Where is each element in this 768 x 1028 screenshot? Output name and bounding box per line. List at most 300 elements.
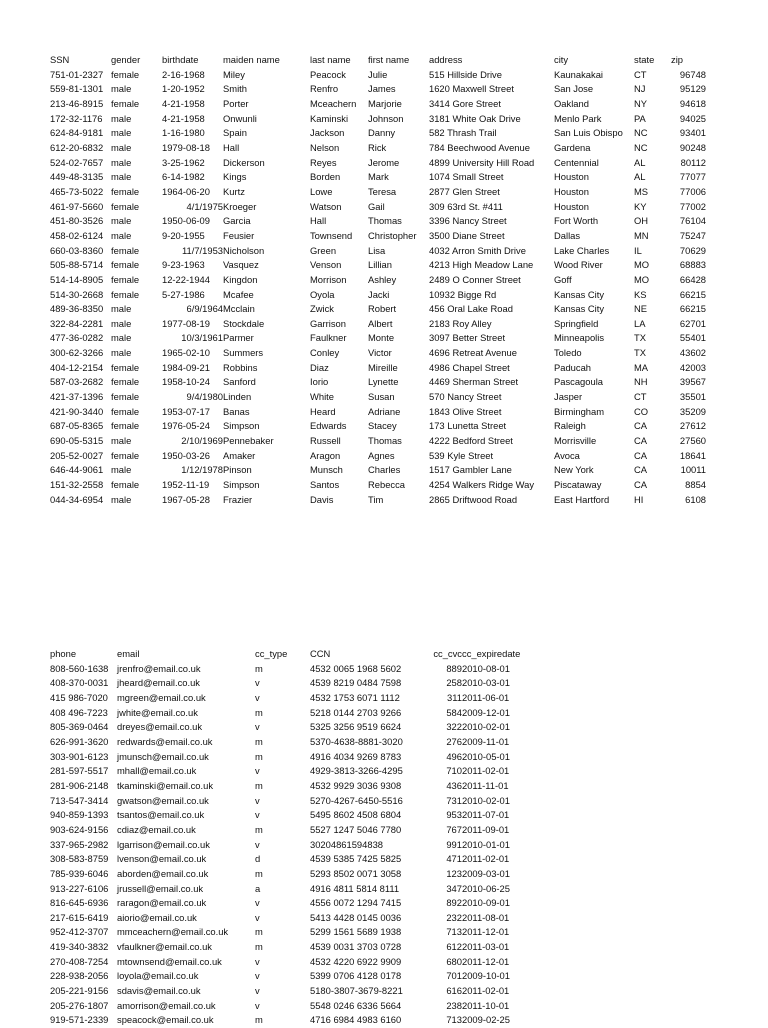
payment-cell: 5180-3807-3679-8221 [310, 985, 403, 997]
customer-cell: 4222 Bedford Street [429, 435, 513, 447]
customer-cell: Faulkner [310, 332, 347, 344]
payment-cell: 701 [446, 970, 462, 982]
payment-cell: 5527 1247 5046 7780 [310, 823, 402, 835]
customer-cell: Mcclain [223, 303, 255, 315]
customer-cell: 2183 Roy Alley [429, 317, 492, 329]
payment-cell: 2009-03-01 [462, 867, 510, 879]
customer-cell: 4213 High Meadow Lane [429, 259, 534, 271]
payment-cell: 2010-09-01 [462, 897, 510, 909]
customer-header-cell: city [554, 54, 569, 65]
customer-cell: male [111, 229, 132, 241]
payment-header-cell: phone [50, 648, 77, 659]
payment-cell: v [255, 970, 260, 982]
customer-cell: 66215 [679, 288, 706, 300]
customer-cell: 514-30-2668 [50, 288, 104, 300]
customer-cell: Birmingham [554, 405, 605, 417]
customer-cell: 55401 [679, 332, 706, 344]
table-row [50, 940, 524, 955]
customer-cell: 461-97-5660 [50, 200, 104, 212]
payment-cell: 2011-08-01 [462, 911, 510, 923]
customer-cell: Amaker [223, 449, 256, 461]
customer-cell: 172-32-1176 [50, 112, 103, 124]
customer-cell: 39567 [679, 376, 706, 388]
customer-cell: female [111, 361, 140, 373]
table-row [50, 662, 524, 677]
payment-cell: 347 [446, 882, 462, 894]
table-row [50, 434, 706, 449]
payment-cell: 2009-12-01 [462, 706, 510, 718]
customer-cell: female [111, 288, 140, 300]
customer-cell: 4899 University Hill Road [429, 156, 535, 168]
table-row [50, 361, 706, 376]
customer-cell: Watson [310, 200, 342, 212]
customer-cell: Borden [310, 171, 341, 183]
payment-cell: 584 [446, 706, 462, 718]
customer-cell: Banas [223, 405, 250, 417]
customer-cell: 1984-09-21 [162, 361, 210, 373]
table-row [50, 97, 706, 112]
customer-cell: 6108 [685, 493, 706, 505]
payment-table-header [50, 647, 524, 662]
payment-cell: 2010-08-01 [462, 662, 510, 674]
customer-header-cell: first name [368, 54, 410, 65]
payment-cell: 123 [446, 867, 462, 879]
payment-cell: 4532 4220 6922 9909 [310, 955, 402, 967]
customer-cell: female [111, 200, 140, 212]
table-row [50, 925, 524, 940]
payment-cell: 2011-10-01 [462, 999, 510, 1011]
customer-cell: 421-90-3440 [50, 405, 104, 417]
payment-cell: 4556 0072 1294 7415 [310, 897, 402, 909]
customer-cell: 3097 Better Street [429, 332, 506, 344]
customer-cell: San Luis Obispo [554, 127, 623, 139]
payment-cell: v [255, 897, 260, 909]
customer-cell: 690-05-5315 [50, 435, 104, 447]
table-row [50, 126, 706, 141]
customer-cell: 1-16-1980 [162, 127, 205, 139]
customer-cell: Santos [310, 479, 340, 491]
customer-cell: Spain [223, 127, 247, 139]
customer-cell: Diaz [310, 361, 329, 373]
customer-cell: 1952-11-19 [162, 479, 210, 491]
customer-cell: TX [634, 347, 646, 359]
table-row [50, 735, 524, 750]
payment-cell: 808-560-1638 [50, 662, 109, 674]
payment-cell: m [255, 926, 263, 938]
payment-cell: 4539 5385 7425 5825 [310, 853, 402, 865]
table-row [50, 185, 706, 200]
customer-cell: 1964-06-20 [162, 185, 210, 197]
customer-cell: male [111, 112, 132, 124]
payment-cell: 308-583-8759 [50, 853, 109, 865]
payment-cell: 5370-4638-8881-3020 [310, 735, 403, 747]
customer-cell: 151-32-2558 [50, 479, 104, 491]
customer-cell: 11/7/1953 [181, 244, 223, 256]
payment-header-cell: email [117, 648, 140, 659]
payment-cell: 731 [446, 794, 462, 806]
customer-cell: Kaminski [310, 112, 349, 124]
customer-cell: CA [634, 420, 648, 432]
table-row [50, 955, 524, 970]
customer-cell: male [111, 215, 132, 227]
customer-cell: 1620 Maxwell Street [429, 83, 514, 95]
payment-cell: 4916 4034 9269 8783 [310, 750, 402, 762]
customer-cell: 18641 [679, 449, 706, 461]
payment-cell: 471 [446, 853, 462, 865]
customer-cell: Simpson [223, 479, 260, 491]
customer-cell: 62701 [679, 317, 706, 329]
payment-cell: m [255, 662, 263, 674]
payment-cell: 2010-01-01 [462, 838, 510, 850]
customer-cell: 4469 Sherman Street [429, 376, 519, 388]
customer-cell: Mcafee [223, 288, 254, 300]
customer-cell: male [111, 493, 132, 505]
payment-cell: 419-340-3832 [50, 941, 109, 953]
payment-cell: 436 [446, 779, 462, 791]
customer-cell: Mark [368, 171, 389, 183]
customer-cell: female [111, 420, 140, 432]
payment-cell: 612 [446, 941, 462, 953]
customer-cell: 582 Thrash Trail [429, 127, 497, 139]
customer-cell: Zwick [310, 303, 334, 315]
table-row [50, 405, 706, 420]
payment-cell: 4716 6984 4983 6160 [310, 1014, 402, 1026]
customer-cell: Lake Charles [554, 244, 610, 256]
customer-cell: 35209 [679, 405, 706, 417]
customer-cell: Smith [223, 83, 247, 95]
payment-cell: 816-645-6936 [50, 897, 109, 909]
customer-cell: Oakland [554, 97, 589, 109]
table-row [50, 764, 524, 779]
customer-cell: Teresa [368, 185, 397, 197]
payment-cell: cdiaz@email.co.uk [117, 823, 196, 835]
table-row [50, 258, 706, 273]
customer-cell: 76104 [679, 215, 706, 227]
payment-cell: 337-965-2982 [50, 838, 109, 850]
customer-cell: 309 63rd St. #411 [429, 200, 503, 212]
table-row [50, 273, 706, 288]
table-row [50, 867, 524, 882]
customer-cell: 10011 [680, 464, 706, 476]
payment-cell: 2010-02-01 [462, 721, 510, 733]
customer-cell: 77077 [679, 171, 706, 183]
payment-cell: 2011-12-01 [462, 926, 510, 938]
customer-cell: Wood River [554, 259, 603, 271]
customer-cell: Vasquez [223, 259, 259, 271]
table-row [50, 676, 524, 691]
payment-cell: 2011-02-01 [462, 985, 510, 997]
customer-cell: Oyola [310, 288, 335, 300]
customer-cell: male [111, 464, 132, 476]
table-row [50, 896, 524, 911]
customer-cell: 95129 [679, 83, 706, 95]
payment-cell: 785-939-6046 [50, 867, 109, 879]
customer-cell: James [368, 83, 396, 95]
customer-cell: Robert [368, 303, 397, 315]
customer-cell: 70629 [679, 244, 706, 256]
table-row [50, 852, 524, 867]
customer-cell: male [111, 303, 132, 315]
customer-cell: LA [634, 317, 646, 329]
customer-cell: Lisa [368, 244, 386, 256]
customer-cell: male [111, 127, 132, 139]
table-row [50, 112, 706, 127]
table-row [50, 449, 706, 464]
customer-cell: male [111, 141, 132, 153]
customer-cell: 4/1/1975 [186, 200, 223, 212]
customer-cell: Nelson [310, 141, 340, 153]
customer-cell: Venson [310, 259, 342, 271]
customer-cell: 624-84-9181 [50, 127, 104, 139]
customer-cell: Houston [554, 200, 589, 212]
customer-cell: 784 Beechwood Avenue [429, 141, 530, 153]
table-row [50, 346, 706, 361]
payment-cell: v [255, 677, 260, 689]
payment-cell: 892 [446, 897, 462, 909]
customer-cell: Russell [310, 435, 341, 447]
customer-cell: CA [634, 464, 648, 476]
payment-cell: m [255, 1014, 263, 1026]
customer-cell: OH [634, 215, 649, 227]
table-row [50, 317, 706, 332]
payment-cell: m [255, 779, 263, 791]
customer-cell: 90248 [679, 141, 706, 153]
customer-cell: Rick [368, 141, 387, 153]
payment-cell: 2009-10-01 [462, 970, 510, 982]
customer-cell: Gail [368, 200, 385, 212]
customer-cell: MS [634, 185, 649, 197]
customer-cell: Toledo [554, 347, 582, 359]
customer-cell: 4254 Walkers Ridge Way [429, 479, 535, 491]
table-row [50, 288, 706, 303]
customer-cell: 9-20-1955 [162, 229, 205, 241]
customer-cell: 2865 Driftwood Road [429, 493, 518, 505]
customer-header-cell: SSN [50, 54, 70, 65]
payment-cell: 30204861594838 [310, 838, 383, 850]
payment-cell: aborden@email.co.uk [117, 867, 209, 879]
customer-cell: Centennial [554, 156, 599, 168]
payment-cell: amorrison@email.co.uk [117, 999, 216, 1011]
customer-cell: 12-22-1944 [162, 273, 210, 285]
customer-cell: White [310, 391, 334, 403]
customer-cell: Goff [554, 273, 572, 285]
customer-cell: 77002 [679, 200, 706, 212]
customer-cell: Kroeger [223, 200, 257, 212]
customer-cell: Marjorie [368, 97, 402, 109]
table-row [50, 999, 524, 1014]
customer-cell: Morrisville [554, 435, 597, 447]
payment-cell: m [255, 823, 263, 835]
payment-header-cell: cc_type [255, 648, 288, 659]
customer-cell: Reyes [310, 156, 337, 168]
table-row [50, 478, 706, 493]
customer-cell: Albert [368, 317, 393, 329]
payment-cell: 5548 0246 6336 5664 [310, 999, 402, 1011]
payment-cell: redwards@email.co.uk [117, 735, 213, 747]
payment-cell: loyola@email.co.uk [117, 970, 199, 982]
payment-cell: 2011-03-01 [462, 941, 510, 953]
payment-cell: v [255, 721, 260, 733]
customer-cell: 4696 Retreat Avenue [429, 347, 517, 359]
customer-cell: 3181 White Oak Drive [429, 112, 521, 124]
customer-cell: Garcia [223, 215, 251, 227]
customer-cell: 300-62-3266 [50, 347, 104, 359]
customer-cell: 570 Nancy Street [429, 391, 502, 403]
customer-table [50, 53, 706, 507]
payment-cell: 408-370-0031 [50, 677, 109, 689]
customer-cell: Houston [554, 185, 589, 197]
payment-cell: mhall@email.co.uk [117, 765, 197, 777]
payment-cell: v [255, 809, 260, 821]
payment-cell: 952-412-3707 [50, 926, 109, 938]
payment-cell: 496 [446, 750, 462, 762]
customer-cell: 1950-06-09 [162, 215, 210, 227]
customer-cell: Frazier [223, 493, 253, 505]
payment-cell: 2009-11-01 [462, 735, 510, 747]
table-row [50, 838, 524, 853]
customer-cell: Lowe [310, 185, 333, 197]
customer-cell: Heard [310, 405, 336, 417]
customer-cell: Minneapolis [554, 332, 605, 344]
customer-cell: Munsch [310, 464, 343, 476]
customer-cell: 9/4/1980 [186, 391, 223, 403]
customer-cell: Porter [223, 97, 249, 109]
customer-cell: Pascagoula [554, 376, 603, 388]
customer-cell: Thomas [368, 215, 402, 227]
customer-cell: 9-23-1963 [162, 259, 205, 271]
customer-cell: Ashley [368, 273, 397, 285]
customer-cell: 404-12-2154 [50, 361, 104, 373]
customer-cell: 458-02-6124 [50, 229, 104, 241]
customer-cell: Parmer [223, 332, 254, 344]
customer-cell: 3-25-1962 [162, 156, 205, 168]
customer-cell: 2-16-1968 [162, 68, 205, 80]
payment-cell: m [255, 750, 263, 762]
customer-cell: NH [634, 376, 648, 388]
customer-cell: female [111, 479, 140, 491]
payment-cell: 228-938-2056 [50, 970, 109, 982]
payment-cell: 5325 3256 9519 6624 [310, 721, 402, 733]
table-row [50, 808, 524, 823]
payment-table [50, 647, 524, 1028]
customer-cell: CT [634, 68, 647, 80]
payment-cell: 2010-05-01 [462, 750, 510, 762]
customer-cell: 6-14-1982 [162, 171, 205, 183]
table-row [50, 141, 706, 156]
customer-cell: 322-84-2281 [50, 317, 104, 329]
table-row [50, 156, 706, 171]
payment-cell: lvenson@email.co.uk [117, 853, 207, 865]
payment-cell: 713-547-3414 [50, 794, 109, 806]
table-row [50, 794, 524, 809]
customer-cell: NC [634, 141, 648, 153]
payment-cell: 2011-07-01 [462, 809, 510, 821]
payment-cell: vfaulkner@email.co.uk [117, 941, 212, 953]
customer-cell: AL [634, 156, 646, 168]
payment-cell: dreyes@email.co.uk [117, 721, 203, 733]
customer-cell: Christopher [368, 229, 417, 241]
customer-cell: 524-02-7657 [50, 156, 104, 168]
customer-cell: 3414 Gore Street [429, 97, 501, 109]
payment-cell: 889 [446, 662, 462, 674]
customer-cell: 3500 Diane Street [429, 229, 505, 241]
customer-cell: MO [634, 273, 650, 285]
payment-cell: 4916 4811 5814 8111 [310, 882, 400, 894]
customer-cell: 1-20-1952 [162, 83, 205, 95]
customer-cell: female [111, 391, 140, 403]
customer-cell: 451-80-3526 [50, 215, 104, 227]
customer-cell: 489-36-8350 [50, 303, 104, 315]
customer-cell: Tim [368, 493, 384, 505]
payment-cell: lgarrison@email.co.uk [117, 838, 210, 850]
table-row [50, 244, 706, 259]
customer-cell: 205-52-0027 [50, 449, 104, 461]
customer-cell: 8854 [685, 479, 706, 491]
payment-cell: 953 [446, 809, 462, 821]
customer-cell: Sanford [223, 376, 256, 388]
payment-cell: 5270-4267-6450-5516 [310, 794, 403, 806]
payment-cell: 205-221-9156 [50, 985, 109, 997]
customer-cell: Kurtz [223, 185, 245, 197]
payment-cell: jmunsch@email.co.uk [117, 750, 209, 762]
customer-cell: 505-88-5714 [50, 259, 104, 271]
payment-cell: 276 [446, 735, 462, 747]
payment-cell: 4539 0031 3703 0728 [310, 941, 402, 953]
customer-cell: 173 Lunetta Street [429, 420, 507, 432]
customer-cell: 10/3/1961 [181, 332, 223, 344]
customer-cell: MA [634, 361, 649, 373]
customer-cell: Garrison [310, 317, 346, 329]
payment-cell: 2011-09-01 [462, 823, 510, 835]
payment-cell: 4929-3813-3266-4295 [310, 765, 403, 777]
table-row [50, 823, 524, 838]
customer-cell: 1/12/1978 [181, 464, 223, 476]
customer-cell: Robbins [223, 361, 258, 373]
payment-cell: 2011-06-01 [462, 691, 510, 703]
customer-cell: Springfield [554, 317, 599, 329]
customer-cell: female [111, 68, 140, 80]
payment-cell: speacock@email.co.uk [117, 1014, 214, 1026]
customer-cell: 559-81-1301 [50, 83, 104, 95]
customer-cell: 456 Oral Lake Road [429, 303, 513, 315]
customer-cell: KS [634, 288, 647, 300]
customer-cell: Jackson [310, 127, 345, 139]
payment-cell: 680 [446, 955, 462, 967]
payment-cell: jrussell@email.co.uk [117, 882, 204, 894]
customer-cell: Davis [310, 493, 334, 505]
payment-cell: v [255, 911, 260, 923]
customer-cell: Linden [223, 391, 252, 403]
payment-cell: 2010-03-01 [462, 677, 510, 689]
customer-cell: AL [634, 171, 646, 183]
customer-cell: Agnes [368, 449, 395, 461]
customer-cell: Rebecca [368, 479, 406, 491]
customer-cell: 2877 Glen Street [429, 185, 500, 197]
customer-cell: Lynette [368, 376, 399, 388]
customer-cell: New York [554, 464, 594, 476]
payment-cell: raragon@email.co.uk [117, 897, 207, 909]
customer-cell: 27560 [679, 435, 706, 447]
table-row [50, 419, 706, 434]
table-row [50, 984, 524, 999]
customer-cell: 27612 [679, 420, 706, 432]
customer-cell: 4-21-1958 [162, 112, 205, 124]
payment-cell: 281-906-2148 [50, 779, 109, 791]
payment-cell: mgreen@email.co.uk [117, 691, 206, 703]
customer-cell: 449-48-3135 [50, 171, 104, 183]
customer-cell: Jerome [368, 156, 400, 168]
payment-header-cell: CCN [310, 648, 331, 659]
